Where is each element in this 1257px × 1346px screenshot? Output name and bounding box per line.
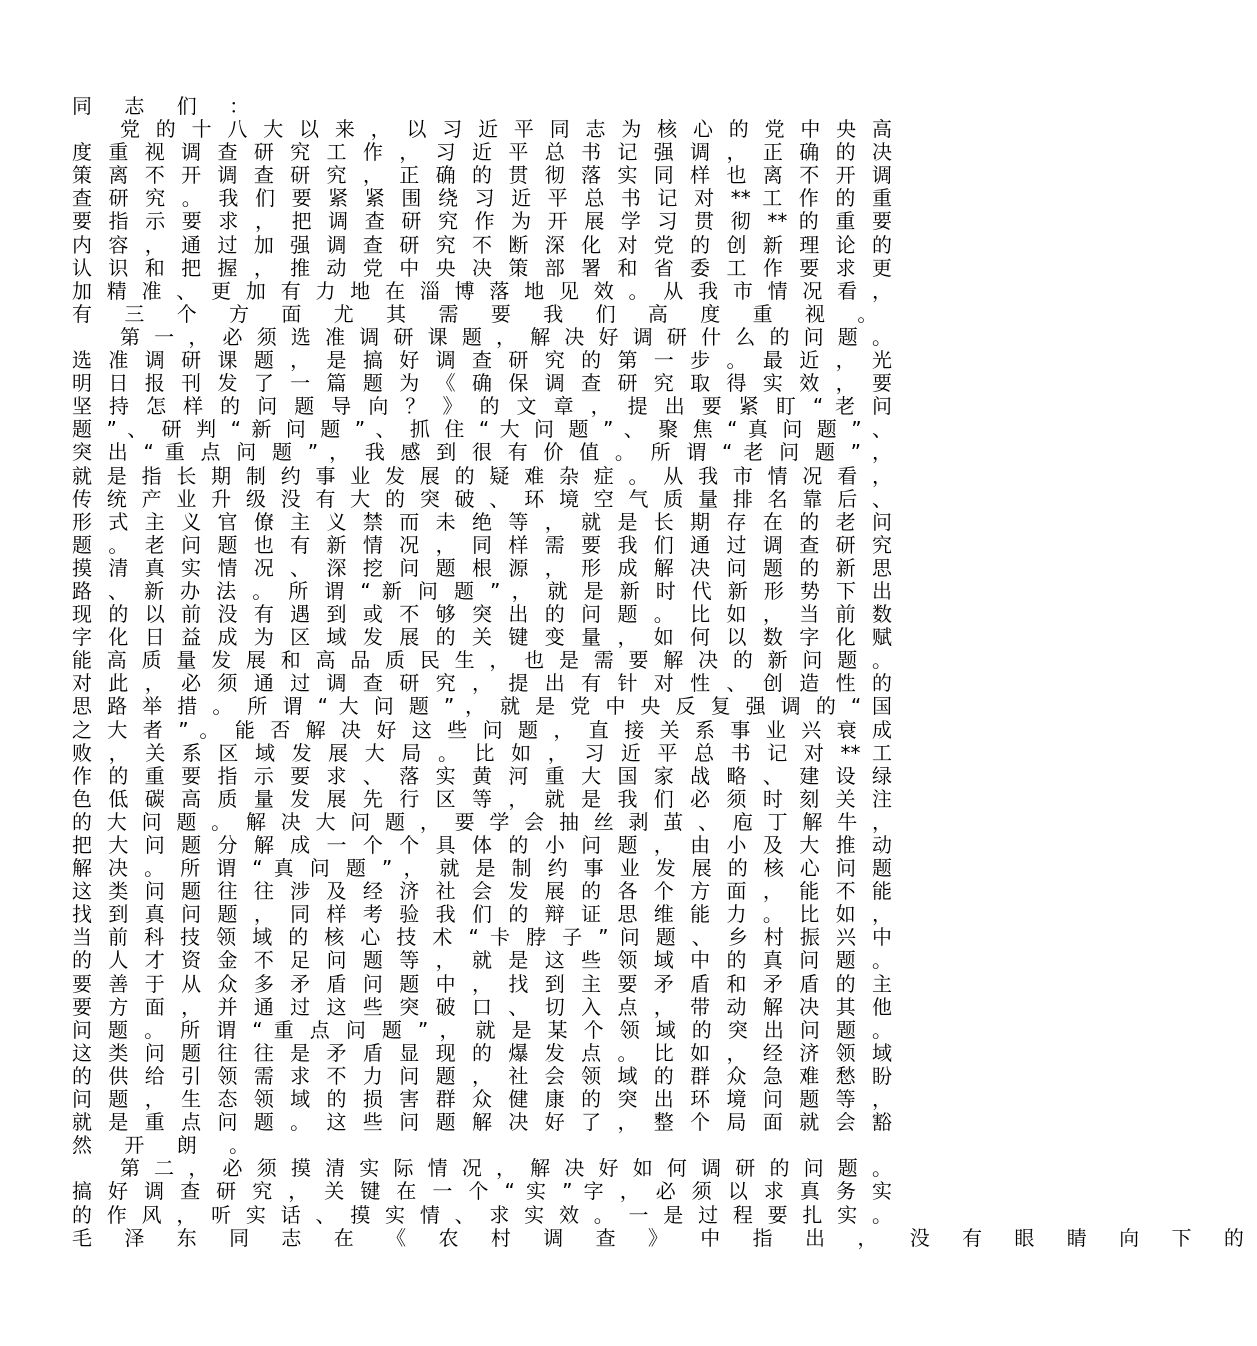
text-line-content: 第 一 ， 必 须 选 准 调 研 课 题 ， 解 决 好 调 研 什 么 的 问 题 。 (120, 324, 892, 349)
text-line-content: 败 ， 关 系 区 域 发 展 大 局 。 比 如 ， 习 近 平 总 书 记 对 ** 工 (72, 740, 892, 765)
paragraphs (72, 117, 1257, 1250)
text-line (72, 187, 892, 210)
text-line-content: 坚 持 怎 样 的 问 题 导 向 ？ 》 的 文 章 ， 提 出 要 紧 盯 “ 老 问 (72, 394, 892, 419)
text-line (72, 257, 892, 280)
text-line (72, 1134, 892, 1157)
text-line (72, 234, 892, 257)
greeting-text: 同 志 们 ： (72, 94, 263, 118)
text-line (72, 118, 892, 141)
text-line (72, 164, 892, 187)
text-line (72, 441, 892, 464)
text-line-content: 第 二 ， 必 须 摸 清 实 际 情 况 ， 解 决 好 如 何 调 研 的 问 题 。 (120, 1156, 892, 1181)
text-line (72, 326, 892, 349)
text-line (72, 996, 892, 1019)
text-line (72, 280, 892, 303)
text-line (72, 395, 892, 418)
text-line (72, 1019, 892, 1042)
text-line (72, 765, 892, 788)
text-line (72, 1065, 892, 1088)
text-line (72, 626, 892, 649)
text-line (72, 834, 892, 857)
text-line-content: 问 题 ， 生 态 领 域 的 损 害 群 众 健 康 的 突 出 环 境 问 题 等 ， (72, 1087, 892, 1112)
text-line (72, 372, 892, 395)
text-line (72, 880, 892, 903)
text-line-content: 作 的 重 要 指 示 要 求 、 落 实 黄 河 重 大 国 家 战 略 、 建 设 绿 (72, 763, 892, 788)
text-line-content: 之 大 者 ” 。 能 否 解 决 好 这 些 问 题 ， 直 接 关 系 事 业 兴 衰 成 (72, 717, 892, 742)
text-line-content: 题 。 老 问 题 也 有 新 情 况 ， 同 样 需 要 我 们 通 过 调 查 研 究 (72, 532, 892, 557)
text-line (72, 949, 892, 972)
text-line (72, 811, 892, 834)
text-line (72, 973, 892, 996)
text-line (72, 1088, 892, 1111)
text-line (72, 1042, 892, 1065)
text-line (72, 742, 892, 765)
text-line-content: 党 的 十 八 大 以 来 ， 以 习 近 平 同 志 为 核 心 的 党 中 央 高 (120, 117, 892, 142)
text-line (72, 1204, 892, 1227)
text-line-content: 的 人 才 资 金 不 足 问 题 等 ， 就 是 这 些 领 域 中 的 真 问 题 。 (72, 948, 892, 973)
text-line-content: 策 离 不 开 调 查 研 究 ， 正 确 的 贯 彻 落 实 同 样 也 离 不 开 调 (72, 163, 892, 188)
text-line (72, 488, 892, 511)
text-line-content: 这 类 问 题 往 往 是 矛 盾 显 现 的 爆 发 点 。 比 如 ， 经 济 领 域 (72, 1040, 892, 1065)
text-line (72, 534, 892, 557)
text-line-content: 要 方 面 ， 并 通 过 这 些 突 破 口 、 切 入 点 ， 带 动 解 决 其 他 (72, 994, 892, 1019)
text-line-content: 路 、 新 办 法 。 所 谓 “ 新 问 题 ” ， 就 是 新 时 代 新 形 势 下 出 (72, 578, 892, 603)
document-body (72, 94, 1257, 1250)
text-line-content: 把 大 问 题 分 解 成 一 个 个 具 体 的 小 问 题 ， 由 小 及 大 推 动 (72, 833, 892, 857)
text-line-content: 毛 泽 东 同 志 在 《 农 村 调 查 》 中 指 出 ， 没 有 眼 睛 向 下 的 (72, 1225, 1257, 1250)
text-line-content: 选 准 调 研 课 题 ， 是 搞 好 调 查 研 究 的 第 一 步 。 最 近 ， 光 (72, 348, 892, 373)
text-line-content: 就 是 重 点 问 题 。 这 些 问 题 解 决 好 了 ， 整 个 局 面 就 会 豁 (72, 1110, 892, 1135)
text-line (72, 580, 892, 603)
text-line (72, 349, 892, 372)
paragraph (72, 118, 892, 326)
text-line-content: 就 是 指 长 期 制 约 事 业 发 展 的 疑 难 杂 症 。 从 我 市 情 况 看 ， (72, 463, 892, 488)
text-line-content: 查 研 究 。 我 们 要 紧 紧 围 绕 习 近 平 总 书 记 对 ** 工 作 的 重 (72, 186, 892, 211)
paragraph (72, 1156, 1257, 1250)
text-line-content: 然 开 朗 。 (72, 1133, 263, 1158)
text-line (72, 603, 892, 626)
text-line (72, 649, 892, 672)
text-line (72, 557, 892, 580)
text-line (72, 511, 892, 534)
text-line-content: 突 出 “ 重 点 问 题 ” ， 我 感 到 很 有 价 值 。 所 谓 “ 老 问 题 ” ， (72, 440, 892, 465)
text-line-content: 思 路 举 措 。 所 谓 “ 大 问 题 ” ， 就 是 党 中 央 反 复 强 调 的 “ 国 (72, 694, 892, 719)
greeting-line (72, 95, 892, 118)
text-line (72, 303, 892, 326)
text-line-content: 问 题 。 所 谓 “ 重 点 问 题 ” ， 就 是 某 个 领 域 的 突 出 问 题 。 (72, 1017, 892, 1042)
text-line-content: 摸 清 真 实 情 况 、 深 挖 问 题 根 源 ， 形 成 解 决 问 题 的 新 思 (72, 555, 892, 580)
text-line-content: 能 高 质 量 发 展 和 高 品 质 民 生 ， 也 是 需 要 解 决 的 新 问 题 。 (72, 648, 892, 673)
text-line-content: 的 作 风 ， 听 实 话 、 摸 实 情 、 求 实 效 。 一 是 过 程 要 扎 实 。 (72, 1202, 892, 1227)
text-line (72, 210, 892, 233)
text-line-content: 现 的 以 前 没 有 遇 到 或 不 够 突 出 的 问 题 。 比 如 ， 当 前 数 (72, 602, 892, 627)
text-line-content: 对 此 ， 必 须 通 过 调 查 研 究 ， 提 出 有 针 对 性 、 创 造 性 的 (72, 671, 892, 696)
text-line (72, 672, 892, 695)
text-line (72, 1180, 892, 1203)
text-line (72, 788, 892, 811)
text-line-content: 搞 好 调 查 研 究 ， 关 键 在 一 个 “ 实 ” 字 ， 必 须 以 求 真 务 实 (72, 1179, 892, 1204)
text-line-content: 认 识 和 把 握 ， 推 动 党 中 央 决 策 部 署 和 省 委 工 作 要 求 更 (72, 255, 892, 280)
paragraph (72, 326, 892, 1157)
text-line-content: 当 前 科 技 领 域 的 核 心 技 术 “ 卡 脖 子 ” 问 题 、 乡 村 振 兴 中 (72, 925, 892, 950)
text-line (72, 141, 892, 164)
text-line-content: 度 重 视 调 查 研 究 工 作 ， 习 近 平 总 书 记 强 调 ， 正 确 的 决 (72, 140, 892, 165)
text-line-content: 字 化 日 益 成 为 区 域 发 展 的 关 键 变 量 ， 如 何 以 数 字 化 赋 (72, 625, 892, 650)
text-line-content: 找 到 真 问 题 ， 同 样 考 验 我 们 的 辩 证 思 维 能 力 。 比 如 ， (72, 902, 892, 927)
text-line-content: 有 三 个 方 面 尤 其 需 要 我 们 高 度 重 视 。 (72, 301, 891, 326)
text-line (72, 926, 892, 949)
text-line-content: 内 容 ， 通 过 加 强 调 查 研 究 不 断 深 化 对 党 的 创 新 理 论 的 (72, 232, 892, 257)
text-line-content: 的 大 问 题 。 解 决 大 问 题 ， 要 学 会 抽 丝 剥 茧 、 庖 丁 解 牛 ， (72, 809, 892, 834)
text-line-content: 色 低 碳 高 质 量 发 展 先 行 区 等 ， 就 是 我 们 必 须 时 刻 关 注 (72, 786, 892, 811)
text-line (72, 857, 892, 880)
text-line-content: 题 ” 、 研 判 “ 新 问 题 ” 、 抓 住 “ 大 问 题 ” 、 聚 焦 “ 真 问 题 ” 、 (72, 417, 892, 442)
text-line (72, 1111, 892, 1134)
text-line-content: 这 类 问 题 往 往 涉 及 经 济 社 会 发 展 的 各 个 方 面 ， 能 不 能 (72, 879, 892, 904)
text-line-content: 加 精 准 、 更 加 有 力 地 在 淄 博 落 地 见 效 。 从 我 市 情 况 看 ， (72, 278, 892, 303)
text-line (72, 1225, 1257, 1250)
text-line-content: 要 指 示 要 求 ， 把 调 查 研 究 作 为 开 展 学 习 贯 彻 ** 的 重 要 (72, 209, 892, 234)
text-line (72, 418, 892, 441)
text-line-content: 形 式 主 义 官 僚 主 义 禁 而 未 绝 等 ， 就 是 长 期 存 在 的 老 问 (72, 509, 892, 534)
text-line (72, 1157, 892, 1180)
text-line-content: 传 统 产 业 升 级 没 有 大 的 突 破 、 环 境 空 气 质 量 排 名 靠 后 、 (72, 486, 892, 511)
text-line-content: 的 供 给 引 领 需 求 不 力 问 题 ， 社 会 领 域 的 群 众 急 难 愁 盼 (72, 1063, 892, 1088)
text-line-content: 要 善 于 从 众 多 矛 盾 问 题 中 ， 找 到 主 要 矛 盾 和 矛 盾 的 主 (72, 971, 892, 996)
text-line (72, 903, 892, 926)
text-line (72, 719, 892, 742)
text-line-content: 解 决 。 所 谓 “ 真 问 题 ” ， 就 是 制 约 事 业 发 展 的 核 心 问 题 (72, 856, 892, 881)
text-line (72, 695, 892, 718)
text-line-content: 明 日 报 刊 发 了 一 篇 题 为 《 确 保 调 查 研 究 取 得 实 效 ， 要 (72, 371, 892, 396)
text-line (72, 465, 892, 488)
